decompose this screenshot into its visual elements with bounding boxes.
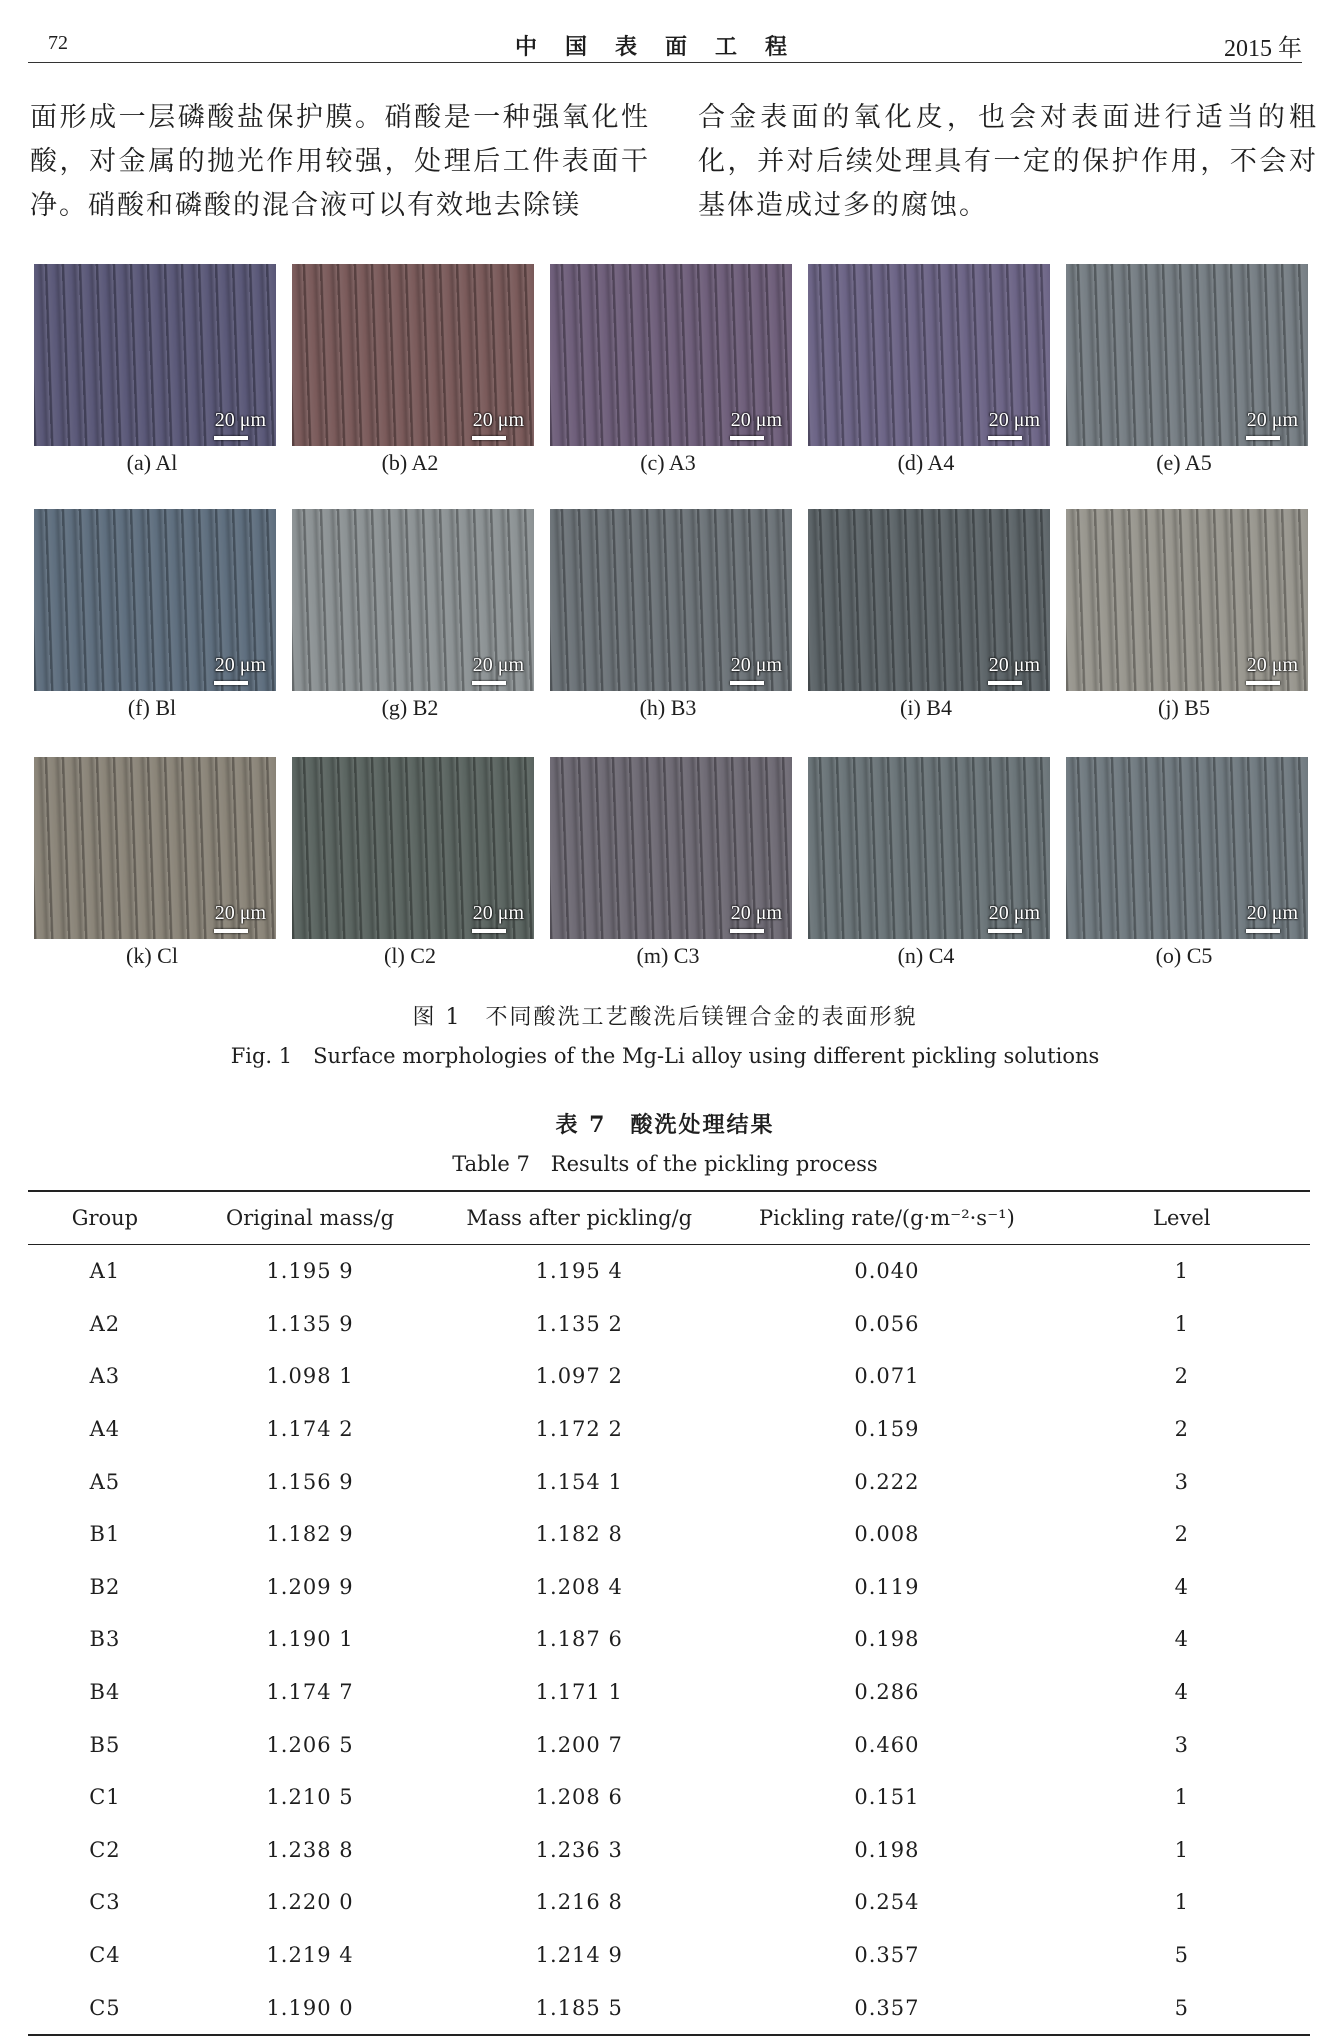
table-cell: 2: [1174, 1522, 1189, 1547]
table-cell: 1.182 8: [535, 1522, 623, 1547]
panel-caption: (k) Cl: [126, 943, 178, 968]
table-row: [28, 1666, 1310, 1719]
table-cell: 0.071: [854, 1364, 920, 1389]
table-cell: 1.206 5: [266, 1732, 354, 1757]
panel-caption: (d) A4: [897, 450, 955, 475]
scale-bar: [1246, 681, 1280, 685]
scale-bar-label: 20 μm: [988, 409, 1040, 431]
table-cell: 0.357: [854, 1995, 920, 2020]
micrograph-image: [550, 264, 792, 446]
table-row: [28, 1876, 1310, 1929]
scale-bar-label: 20 μm: [730, 902, 782, 924]
panel-caption: (f) Bl: [127, 695, 177, 720]
table-cell: 1.156 9: [266, 1469, 354, 1494]
table-cell: 1.190 1: [266, 1627, 354, 1652]
figure-caption-chinese: 图 1 不同酸洗工艺酸洗后镁锂合金的表面形貌: [412, 1005, 918, 1030]
panel-caption: (j) B5: [1158, 695, 1210, 720]
table-cell: 0.198: [854, 1837, 920, 1862]
table-cell: 1.182 9: [266, 1522, 354, 1547]
micrograph-image: [550, 757, 792, 939]
table-cell: 1.209 9: [266, 1574, 354, 1599]
table-cell: 1.219 4: [266, 1943, 354, 1968]
table-row: [28, 1350, 1310, 1403]
scale-bar: [988, 681, 1022, 685]
table-cell: A1: [89, 1259, 121, 1284]
scale-bar-label: 20 μm: [988, 902, 1040, 924]
panel-caption: (n) C4: [897, 943, 955, 968]
table-row: [28, 1718, 1310, 1771]
table-cell: 0.357: [854, 1943, 920, 1968]
micrograph-image: [1066, 509, 1308, 691]
table-cell: 1.214 9: [535, 1943, 623, 1968]
scale-bar: [1246, 436, 1280, 440]
table-cell: 1.208 6: [535, 1785, 623, 1810]
table-cell: 1.098 1: [266, 1364, 354, 1389]
table-row: [28, 1245, 1310, 1298]
micrograph-image: [1066, 264, 1308, 446]
scale-bar: [214, 436, 248, 440]
table-cell: 0.460: [854, 1732, 920, 1757]
panel-caption: (a) Al: [126, 450, 178, 475]
panel-caption: (o) C5: [1155, 943, 1213, 968]
table-cell: C4: [89, 1943, 121, 1968]
journal-title: 中国表面工程: [514, 34, 815, 60]
column-header-original-mass: Original mass/g: [182, 1191, 438, 1245]
table-cell: C5: [89, 1995, 121, 2020]
table-cell: 1: [1174, 1890, 1189, 1915]
table-cell: 1.135 2: [535, 1311, 623, 1336]
micrograph-image: [808, 264, 1050, 446]
table-cell: 1.238 8: [266, 1837, 354, 1862]
scale-bar-label: 20 μm: [214, 654, 266, 676]
table-cell: A5: [89, 1469, 121, 1494]
micrograph-image: [34, 264, 276, 446]
scale-bar: [472, 436, 506, 440]
micrograph-image: [1066, 757, 1308, 939]
scale-bar: [214, 681, 248, 685]
table-cell: 1.190 0: [266, 1995, 354, 2020]
table-caption-chinese: 表 7 酸洗处理结果: [555, 1112, 775, 1138]
column-header-mass-after-pickling: Mass after pickling/g: [438, 1191, 720, 1245]
scale-bar-label: 20 μm: [730, 409, 782, 431]
table-cell: 4: [1174, 1680, 1189, 1705]
body-text-left-column: 面形成一层磷酸盐保护膜。硝酸是一种强氧化性酸，对金属的抛光作用较强，处理后工件表面干净。硝酸和磷酸的混合液可以有效地去除镁: [30, 102, 650, 221]
table-cell: C2: [89, 1837, 121, 1862]
panel-caption: (c) A3: [640, 450, 696, 475]
table-row: [28, 1824, 1310, 1877]
scale-bar: [988, 929, 1022, 933]
table-cell: 1.097 2: [535, 1364, 623, 1389]
table-cell: 5: [1174, 1995, 1189, 2020]
body-text-right-column: 合金表面的氧化皮，也会对表面进行适当的粗化，并对后续处理具有一定的保护作用，不会对基体造成过多的腐蚀。: [698, 102, 1318, 221]
micrograph-image: [292, 509, 534, 691]
table-cell: 0.254: [854, 1890, 920, 1915]
table-cell: B1: [89, 1522, 121, 1547]
table-cell: 1.187 6: [535, 1627, 623, 1652]
panel-caption: (g) B2: [381, 695, 439, 720]
table-cell: 1.174 2: [266, 1417, 354, 1442]
scale-bar-label: 20 μm: [1246, 902, 1298, 924]
table-row: [28, 1561, 1310, 1614]
table-cell: 1.172 2: [535, 1417, 623, 1442]
table-cell: 1.200 7: [535, 1732, 623, 1757]
table-cell: 1.210 5: [266, 1785, 354, 1810]
table-cell: 1.236 3: [535, 1837, 623, 1862]
table-cell: 0.056: [854, 1311, 920, 1336]
scale-bar-label: 20 μm: [1246, 409, 1298, 431]
panel-caption: (e) A5: [1156, 450, 1212, 475]
scale-bar-label: 20 μm: [214, 409, 266, 431]
table-cell: 1: [1174, 1837, 1189, 1862]
scale-bar: [472, 929, 506, 933]
table-row: [28, 1455, 1310, 1508]
panel-caption: (l) C2: [384, 943, 436, 968]
table-cell: C3: [89, 1890, 121, 1915]
table-cell: 0.151: [854, 1785, 920, 1810]
panel-caption: (b) A2: [381, 450, 439, 475]
micrograph-image: [34, 757, 276, 939]
scale-bar: [730, 929, 764, 933]
column-header-pickling-rate: Pickling rate/(g·m⁻²·s⁻¹): [720, 1191, 1053, 1245]
scale-bar-label: 20 μm: [472, 654, 524, 676]
scale-bar: [1246, 929, 1280, 933]
table-cell: B4: [89, 1680, 121, 1705]
table-cell: 1: [1174, 1259, 1189, 1284]
micrograph-image: [292, 757, 534, 939]
table-cell: 0.286: [854, 1680, 920, 1705]
table-cell: 3: [1174, 1469, 1189, 1494]
running-header: [28, 26, 1302, 63]
table-cell: 4: [1174, 1627, 1189, 1652]
scale-bar-label: 20 μm: [1246, 654, 1298, 676]
table-cell: 0.040: [854, 1259, 920, 1284]
page-number: 72: [48, 32, 68, 54]
table-cell: 1.220 0: [266, 1890, 354, 1915]
micrograph-image: [808, 509, 1050, 691]
table-cell: 1.216 8: [535, 1890, 623, 1915]
scale-bar-label: 20 μm: [988, 654, 1040, 676]
table-cell: C1: [89, 1785, 121, 1810]
table-cell: 2: [1174, 1364, 1189, 1389]
table-cell: 2: [1174, 1417, 1189, 1442]
table-row: [28, 1929, 1310, 1982]
panel-caption: (m) C3: [636, 943, 700, 968]
table-cell: 1.174 7: [266, 1680, 354, 1705]
scale-bar: [472, 681, 506, 685]
table-body: [28, 1245, 1310, 2035]
issue-year: 2015 年: [1224, 36, 1302, 62]
table-cell: A4: [89, 1417, 121, 1442]
table-cell: A2: [89, 1311, 121, 1336]
panel-caption: (i) B4: [900, 695, 952, 720]
table-cell: B5: [89, 1732, 121, 1757]
table-cell: 1.135 9: [266, 1311, 354, 1336]
table-cell: 1.171 1: [535, 1680, 623, 1705]
micrograph-image: [292, 264, 534, 446]
micrograph-image: [808, 757, 1050, 939]
scale-bar: [988, 436, 1022, 440]
figure-caption-english: Fig. 1 Surface morphologies of the Mg-Li alloy using different pickling solutions: [230, 1044, 1100, 1068]
panel-caption: (h) B3: [639, 695, 697, 720]
table-cell: 0.222: [854, 1469, 920, 1494]
table-caption-english: Table 7 Results of the pickling process: [452, 1152, 878, 1176]
column-header-level: Level: [1054, 1191, 1310, 1245]
table-row: [28, 1613, 1310, 1666]
scale-bar-label: 20 μm: [730, 654, 782, 676]
micrograph-image: [34, 509, 276, 691]
scale-bar-label: 20 μm: [472, 409, 524, 431]
table-cell: 4: [1174, 1574, 1189, 1599]
table-cell: 1.185 5: [535, 1995, 623, 2020]
table-cell: B3: [89, 1627, 121, 1652]
scale-bar-label: 20 μm: [214, 902, 266, 924]
table-row: [28, 1403, 1310, 1456]
micrograph-figure: [30, 264, 1308, 976]
table-cell: 0.198: [854, 1627, 920, 1652]
table-cell: 0.008: [854, 1522, 920, 1547]
table-cell: 3: [1174, 1732, 1189, 1757]
table-cell: B2: [89, 1574, 121, 1599]
table-cell: 0.119: [854, 1574, 920, 1599]
scale-bar-label: 20 μm: [472, 902, 524, 924]
table-cell: 1: [1174, 1311, 1189, 1336]
table-cell: 1.154 1: [535, 1469, 623, 1494]
table-cell: 1.208 4: [535, 1574, 623, 1599]
pickling-results-table: [28, 1190, 1310, 2036]
micrograph-image: [550, 509, 792, 691]
table-cell: A3: [89, 1364, 121, 1389]
table-cell: 1: [1174, 1785, 1189, 1810]
scale-bar: [214, 929, 248, 933]
table-row: [28, 1771, 1310, 1824]
table-row: [28, 1981, 1310, 2035]
table-cell: 1.195 4: [535, 1259, 623, 1284]
table-cell: 1.195 9: [266, 1259, 354, 1284]
table-cell: 0.159: [854, 1417, 920, 1442]
scale-bar: [730, 436, 764, 440]
table-row: [28, 1298, 1310, 1351]
column-header-group: Group: [28, 1191, 182, 1245]
scale-bar: [730, 681, 764, 685]
table-header-row: [28, 1191, 1310, 1245]
table-row: [28, 1508, 1310, 1561]
table-cell: 5: [1174, 1943, 1189, 1968]
